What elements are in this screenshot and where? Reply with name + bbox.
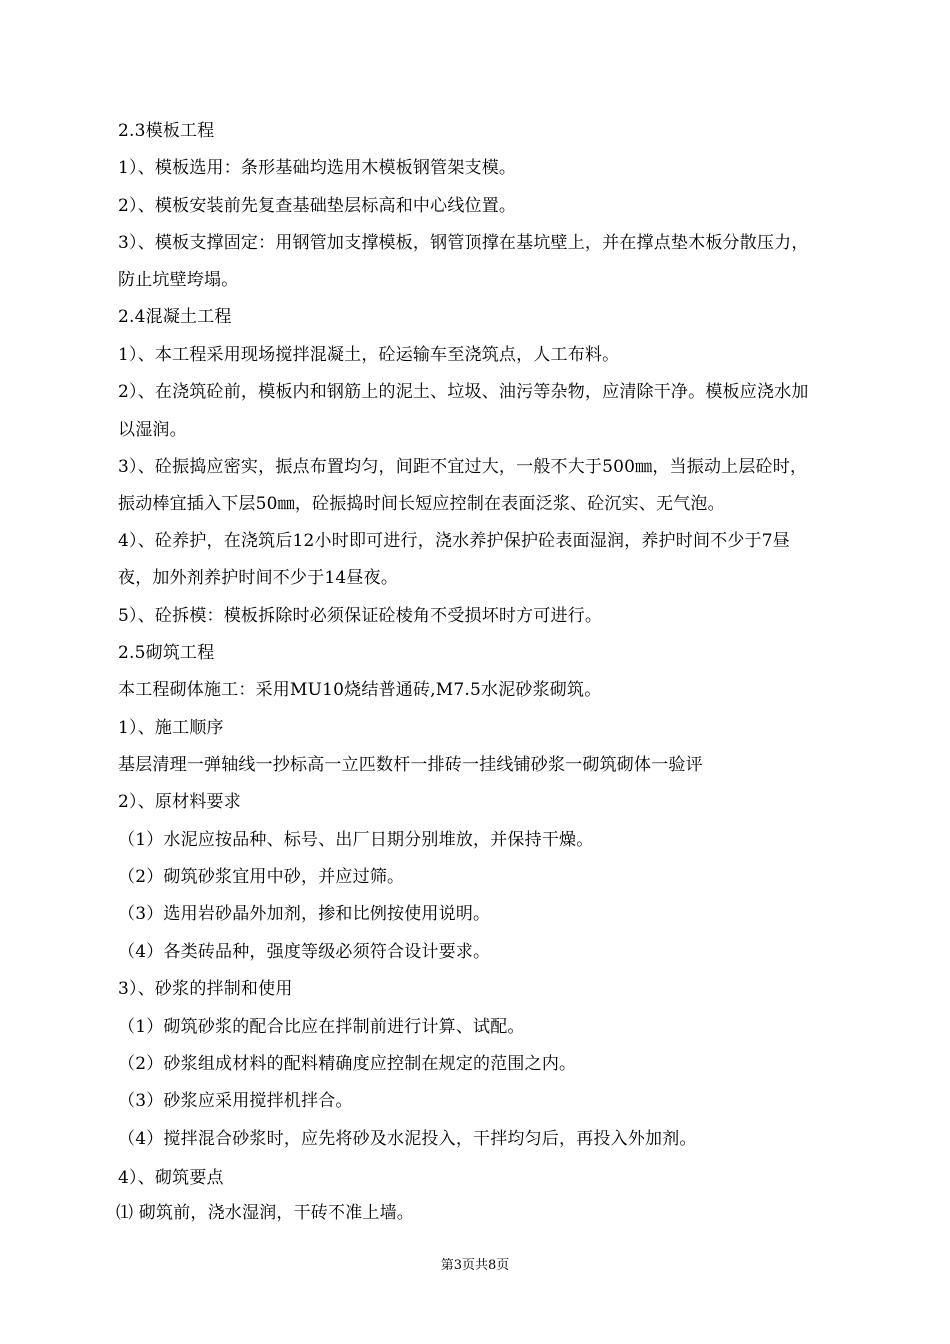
paragraph-line: 4）、砼养护，在浇筑后12小时即可进行，浇水养护保护砼表面湿润，养护时间不少于7昼: [118, 531, 790, 551]
paragraph-line: 1）、模板选用：条形基础均选用木模板钢管架支模。: [118, 158, 517, 178]
paragraph-line: 以湿润。: [118, 420, 187, 440]
list-item: （1）砌筑砂浆的配合比应在拌制前进行计算、试配。: [118, 1017, 525, 1037]
list-item: （2）砂浆组成材料的配料精确度应控制在规定的范围之内。: [118, 1054, 577, 1074]
paragraph-line: 4）、砌筑要点: [118, 1168, 224, 1188]
paragraph-line: 3）、砂浆的拌制和使用: [118, 979, 293, 999]
list-item: （1）水泥应按品种、标号、出厂日期分别堆放，并保持干燥。: [118, 830, 594, 850]
section-heading-2-4: 2.4混凝土工程: [118, 307, 232, 327]
section-heading-2-3: 2.3模板工程: [118, 121, 215, 141]
list-item: （3）砂浆应采用搅拌机拌合。: [118, 1091, 353, 1111]
paragraph-line: 5）、砼拆模：模板拆除时必须保证砼棱角不受损坏时方可进行。: [118, 606, 603, 626]
page-footer: 第3页共8页: [440, 1258, 510, 1273]
list-item: （3）选用岩砂晶外加剂，掺和比例按使用说明。: [118, 904, 491, 924]
paragraph-line: 3）、模板支撑固定：用钢管加支撑模板，钢管顶撑在基坑壁上，并在撑点垫木板分散压力，: [118, 233, 809, 253]
paragraph-line: 2）、原材料要求: [118, 792, 241, 812]
list-item: （2）砌筑砂浆宜用中砂，并应过筛。: [118, 867, 405, 887]
list-item: （4）搅拌混合砂浆时，应先将砂及水泥投入，干拌均匀后，再投入外加剂。: [118, 1129, 697, 1149]
list-item: （4）各类砖品种，强度等级必须符合设计要求。: [118, 942, 491, 962]
paragraph-line: 基层清理一弹轴线一抄标高一立匹数杆一排砖一挂线铺砂浆一砌筑砌体一验评: [118, 755, 703, 775]
paragraph-line: 夜，加外剂养护时间不少于14昼夜。: [118, 568, 399, 588]
paragraph-line: 本工程砌体施工：采用MU10烧结普通砖,M7.5水泥砂浆砌筑。: [118, 680, 602, 700]
paragraph-line: 2）、模板安装前先复查基础垫层标高和中心线位置。: [118, 196, 517, 216]
paragraph-line: 3）、砼振捣应密实，振点布置均匀，间距不宜过大，一般不大于500㎜，当振动上层砼时，: [118, 457, 808, 477]
paragraph-line: 2）、在浇筑砼前，模板内和钢筋上的泥土、垃圾、油污等杂物，应清除干净。模板应浇水加: [118, 382, 809, 402]
paragraph-line: 1）、施工顺序: [118, 718, 224, 738]
list-item: ⑴ 砌筑前，浇水湿润，干砖不准上墙。: [116, 1203, 415, 1223]
paragraph-line: 防止坑壁垮塌。: [118, 270, 239, 290]
paragraph-line: 振动棒宜插入下层50㎜，砼振捣时间长短应控制在表面泛浆、砼沉实、无气泡。: [118, 494, 725, 514]
section-heading-2-5: 2.5砌筑工程: [118, 643, 215, 663]
paragraph-line: 1）、本工程采用现场搅拌混凝土，砼运输车至浇筑点，人工布料。: [118, 345, 620, 365]
